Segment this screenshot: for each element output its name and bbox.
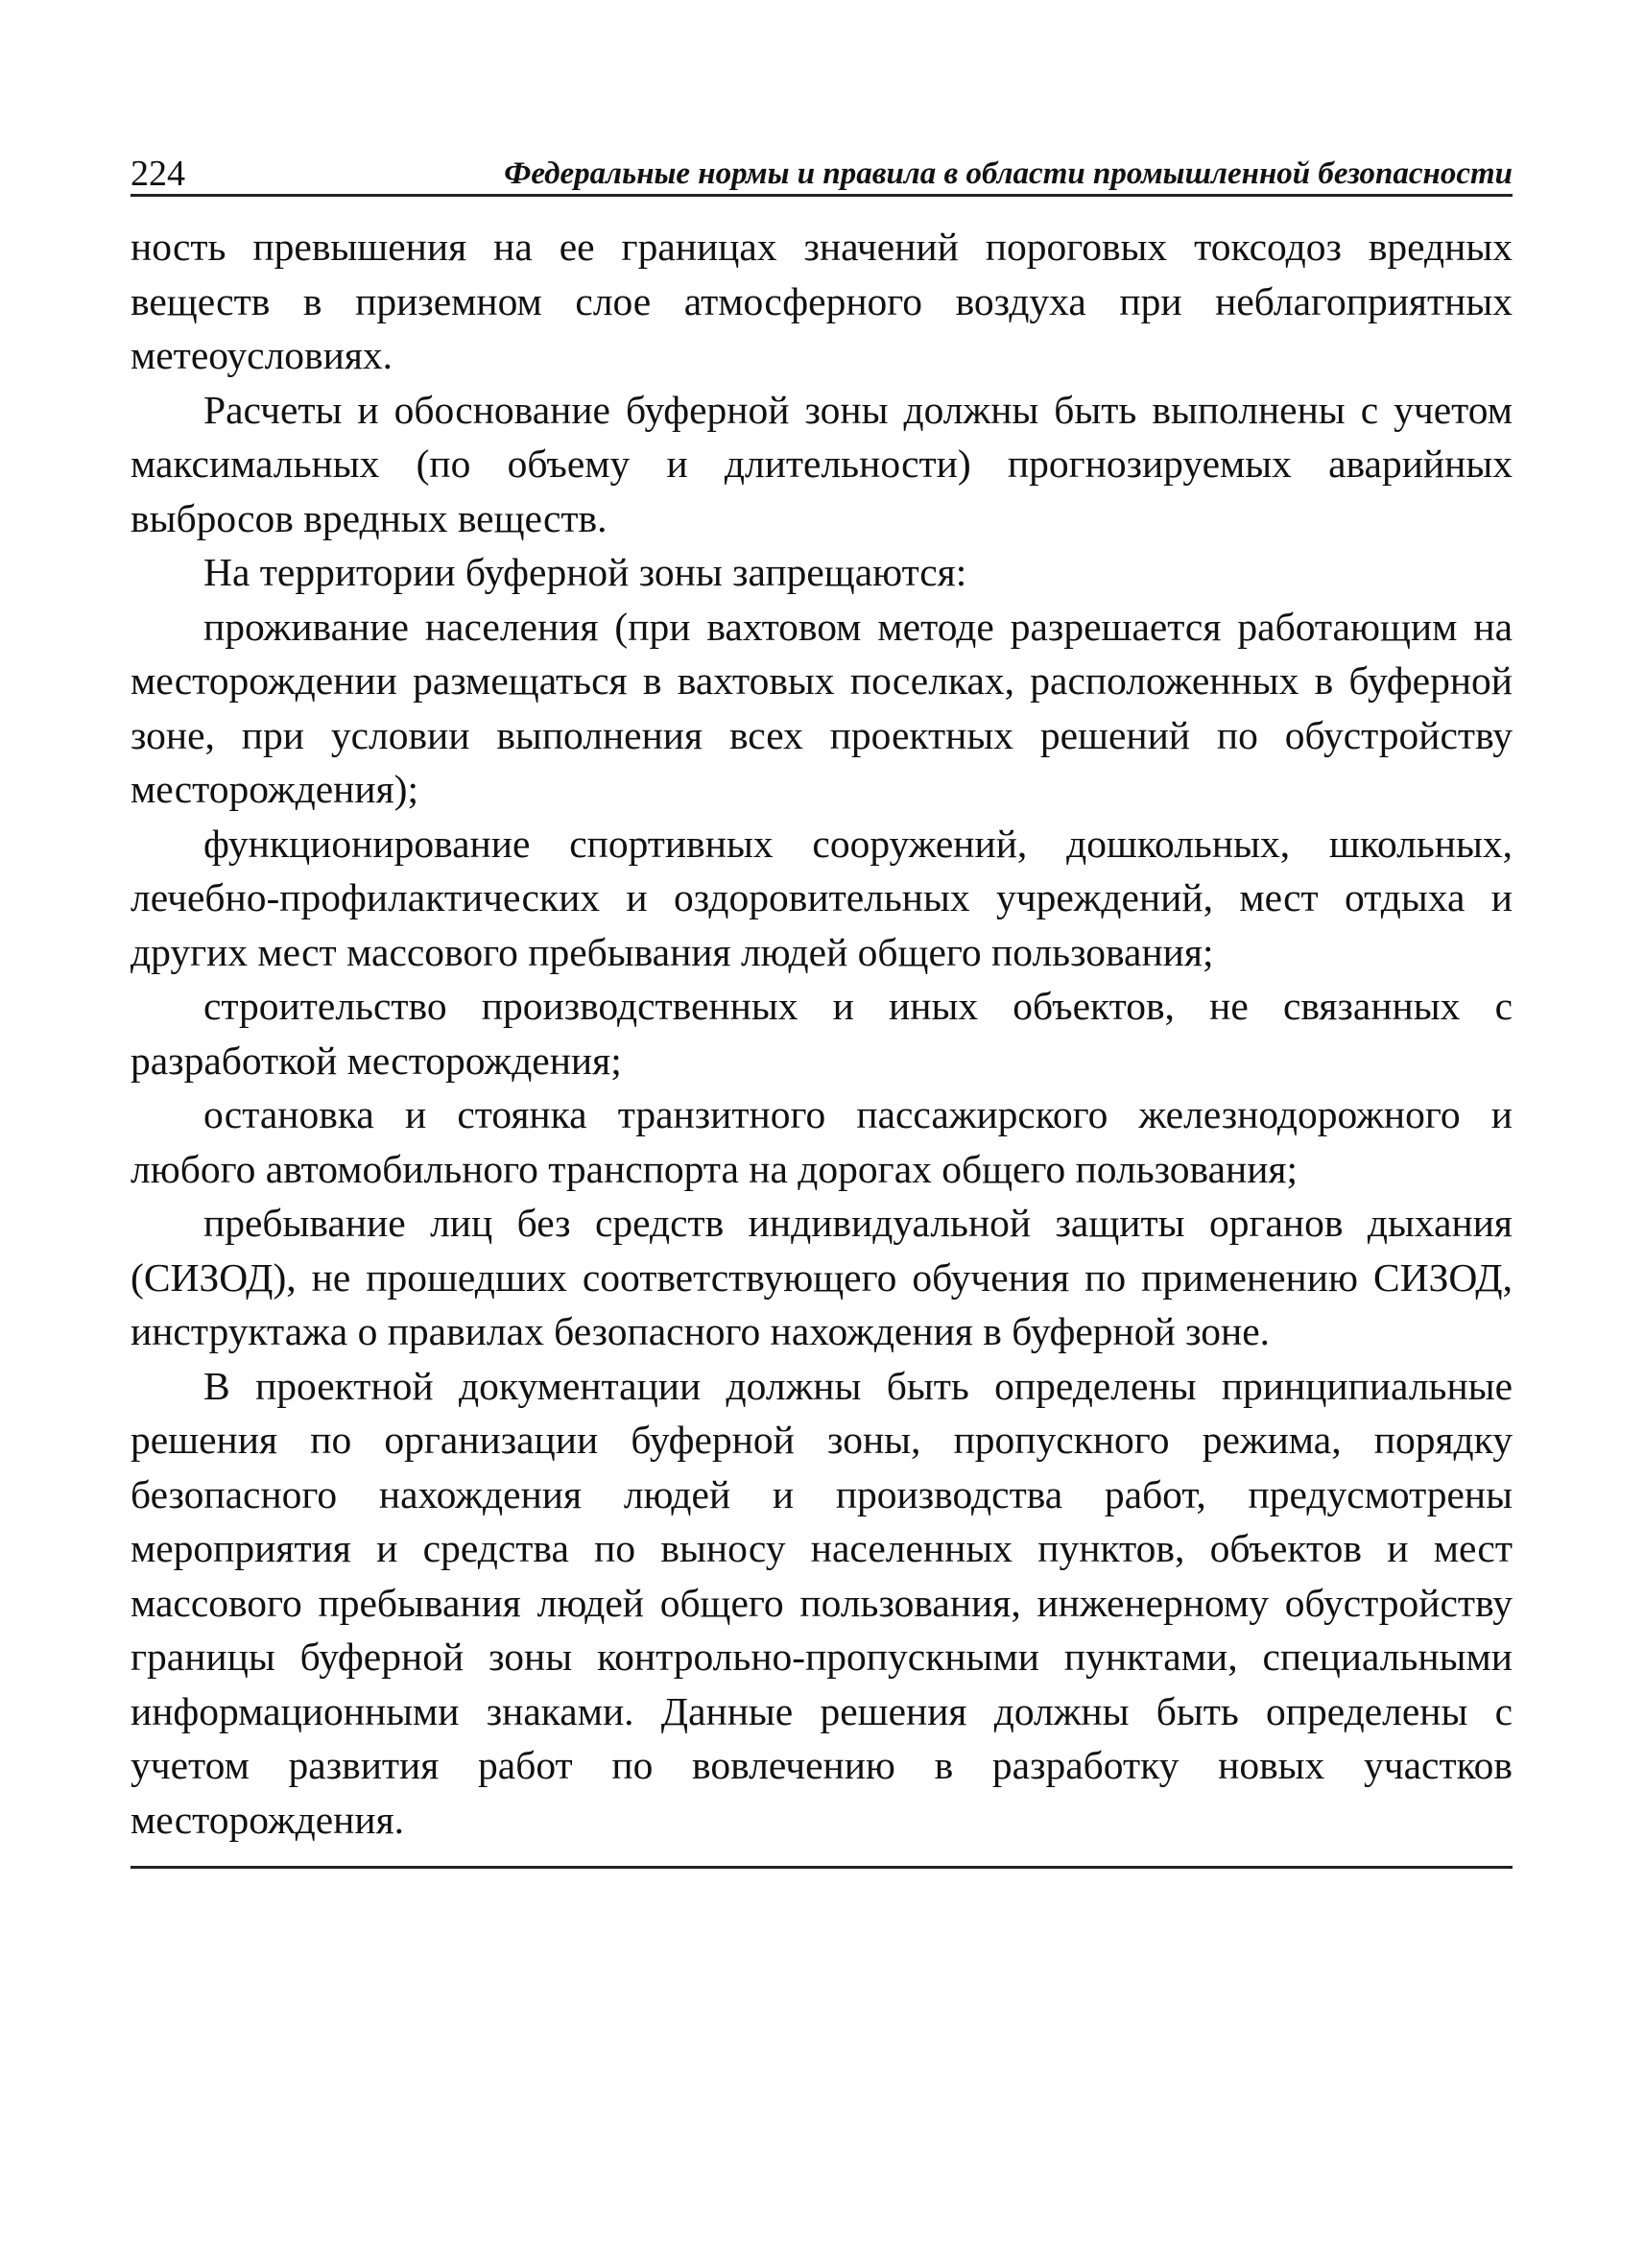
list-item-construction: строительство производственных и иных объектов, не связанных с разработкой месторождения; (131, 984, 1513, 1083)
list-item-transport: остановка и стоянка транзитного пассажирского железнодорожного и любого автомобильного транспорта на дорогах общего пользования; (131, 1092, 1513, 1191)
document-page (131, 144, 1513, 1869)
paragraph-prohibitions-intro: На территории буферной зоны запрещаются: (203, 550, 967, 594)
running-title: Федеральные нормы и правила в области промышленной безопасности (504, 156, 1513, 191)
paragraph-calculations: Расчеты и обоснование буферной зоны должны быть выполнены с учетом максимальных (по объему и длительности) прогнозируемых аварийных выбросов вредных веществ. (131, 387, 1513, 540)
page-number: 224 (131, 154, 185, 194)
paragraph-continuation: ность превышения на ее границах значений пороговых токсодоз вредных веществ в приземном слое атмосферного воздуха при неблагоприятных метеоусловиях. (131, 225, 1513, 377)
paragraph-design-documentation: В проектной документации должны быть определены принципиальные решения по организации буферной зоны, пропускного режима, порядку безопасного нахождения людей и производства работ, предусмотрены мероприятия и средства по выносу населенных пунктов, объектов и мест массового пребывания людей общего пользования, инженерному обустройству границы буферной зоны контрольно-пропускными пунктами, специальными информационными знаками. Данные решения должны быть определены с учетом развития работ по вовлечению в разработку новых участков месторождения. (131, 1363, 1513, 1842)
body-text (131, 220, 1513, 1847)
page-header (131, 144, 1513, 197)
list-item-facilities: функционирование спортивных сооружений, дошкольных, школьных, лечебно-профилактических и оздоровительных учреждений, мест отдыха и других мест массового пребывания людей общего пользования; (131, 821, 1513, 974)
list-item-ppe: пребывание лиц без средств индивидуальной защиты органов дыхания (СИЗОД), не прошедших соответствующего обучения по применению СИЗОД, инструктажа о правилах безопасного нахождения в буферной зоне. (131, 1201, 1513, 1353)
list-item-residence: проживание населения (при вахтовом методе разрешается работающим на месторождении размещаться в вахтовых поселках, расположенных в буферной зоне, при условии выполнения всех проектных решений по обустройству месторождения); (131, 604, 1513, 811)
footer-rule (131, 1866, 1513, 1869)
